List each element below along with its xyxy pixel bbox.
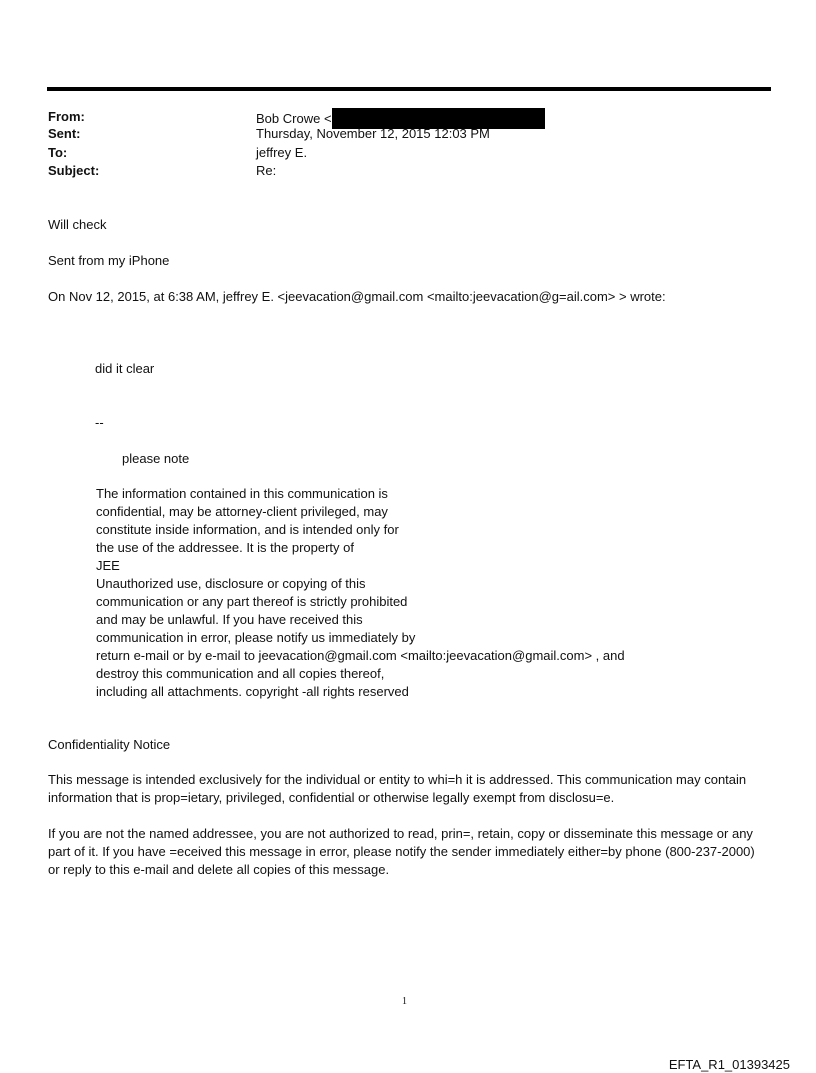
disclaimer-line: Unauthorized use, disclosure or copying of this <box>96 576 366 591</box>
to-label: To: <box>48 145 68 160</box>
signature-separator: -- <box>95 415 104 430</box>
quoted-message: did it clear <box>95 361 155 376</box>
sent-label: Sent: <box>48 126 81 141</box>
subject-label: Subject: <box>48 163 100 178</box>
from-label: From: <box>48 109 85 124</box>
disclaimer-line: confidential, may be attorney-client privileged, may <box>96 504 388 519</box>
disclaimer-block <box>96 485 625 701</box>
sender-email-bracket: < <box>323 111 332 126</box>
confidentiality-title: Confidentiality Notice <box>48 737 171 752</box>
disclaimer-line: communication in error, please notify us immediately by <box>96 630 416 645</box>
disclaimer-line: communication or any part thereof is strictly prohibited <box>96 594 408 609</box>
disclaimer-line: the use of the addressee. It is the property of <box>96 540 354 555</box>
disclaimer-line: and may be unlawful. If you have received this <box>96 612 363 627</box>
disclaimer-line: destroy this communication and all copies thereof, <box>96 666 385 681</box>
signature-text: Sent from my iPhone <box>48 253 170 268</box>
reply-text: Will check <box>48 217 107 232</box>
confidentiality-paragraph-2: If you are not the named addressee, you are not authorized to read, prin=, retain, copy or disseminate this message or any part of it. If you have =eceived this message in error, please notify the sender immediately either=by phone (800-237-2000) or reply to this e-mail and delete all copies of this message. <box>48 826 755 877</box>
disclaimer-line: constitute inside information, and is intended only for <box>96 522 399 537</box>
page-number: 1 <box>402 996 407 1007</box>
disclaimer-line: return e-mail or by e-mail to jeevacation@gmail.com <mailto:jeevacation@gmail.com> , and <box>96 648 625 663</box>
bates-number: EFTA_R1_01393425 <box>668 1057 790 1072</box>
sender-name: Bob Crowe <box>256 111 321 126</box>
disclaimer-line: JEE <box>96 558 120 573</box>
confidentiality-paragraph-1: This message is intended exclusively for the individual or entity to whi=h it is addressed. This communication may contain information that is prop=ietary, privileged, confidential or otherwise legally exempt from disclosu=e. <box>48 772 747 805</box>
disclaimer-line: The information contained in this communication is <box>96 486 388 501</box>
to-value: jeffrey E. <box>256 145 308 160</box>
subject-value: Re: <box>256 163 277 178</box>
sent-value: Thursday, November 12, 2015 12:03 PM <box>256 126 490 141</box>
disclaimer-line: including all attachments. copyright -all rights reserved <box>96 684 409 699</box>
please-note: please note <box>122 451 190 466</box>
quote-intro: On Nov 12, 2015, at 6:38 AM, jeffrey E. <jeevacation@gmail.com <mailto:jeevacation@g=ail.com> > wrote: <box>48 289 666 304</box>
header-rule <box>47 87 771 91</box>
